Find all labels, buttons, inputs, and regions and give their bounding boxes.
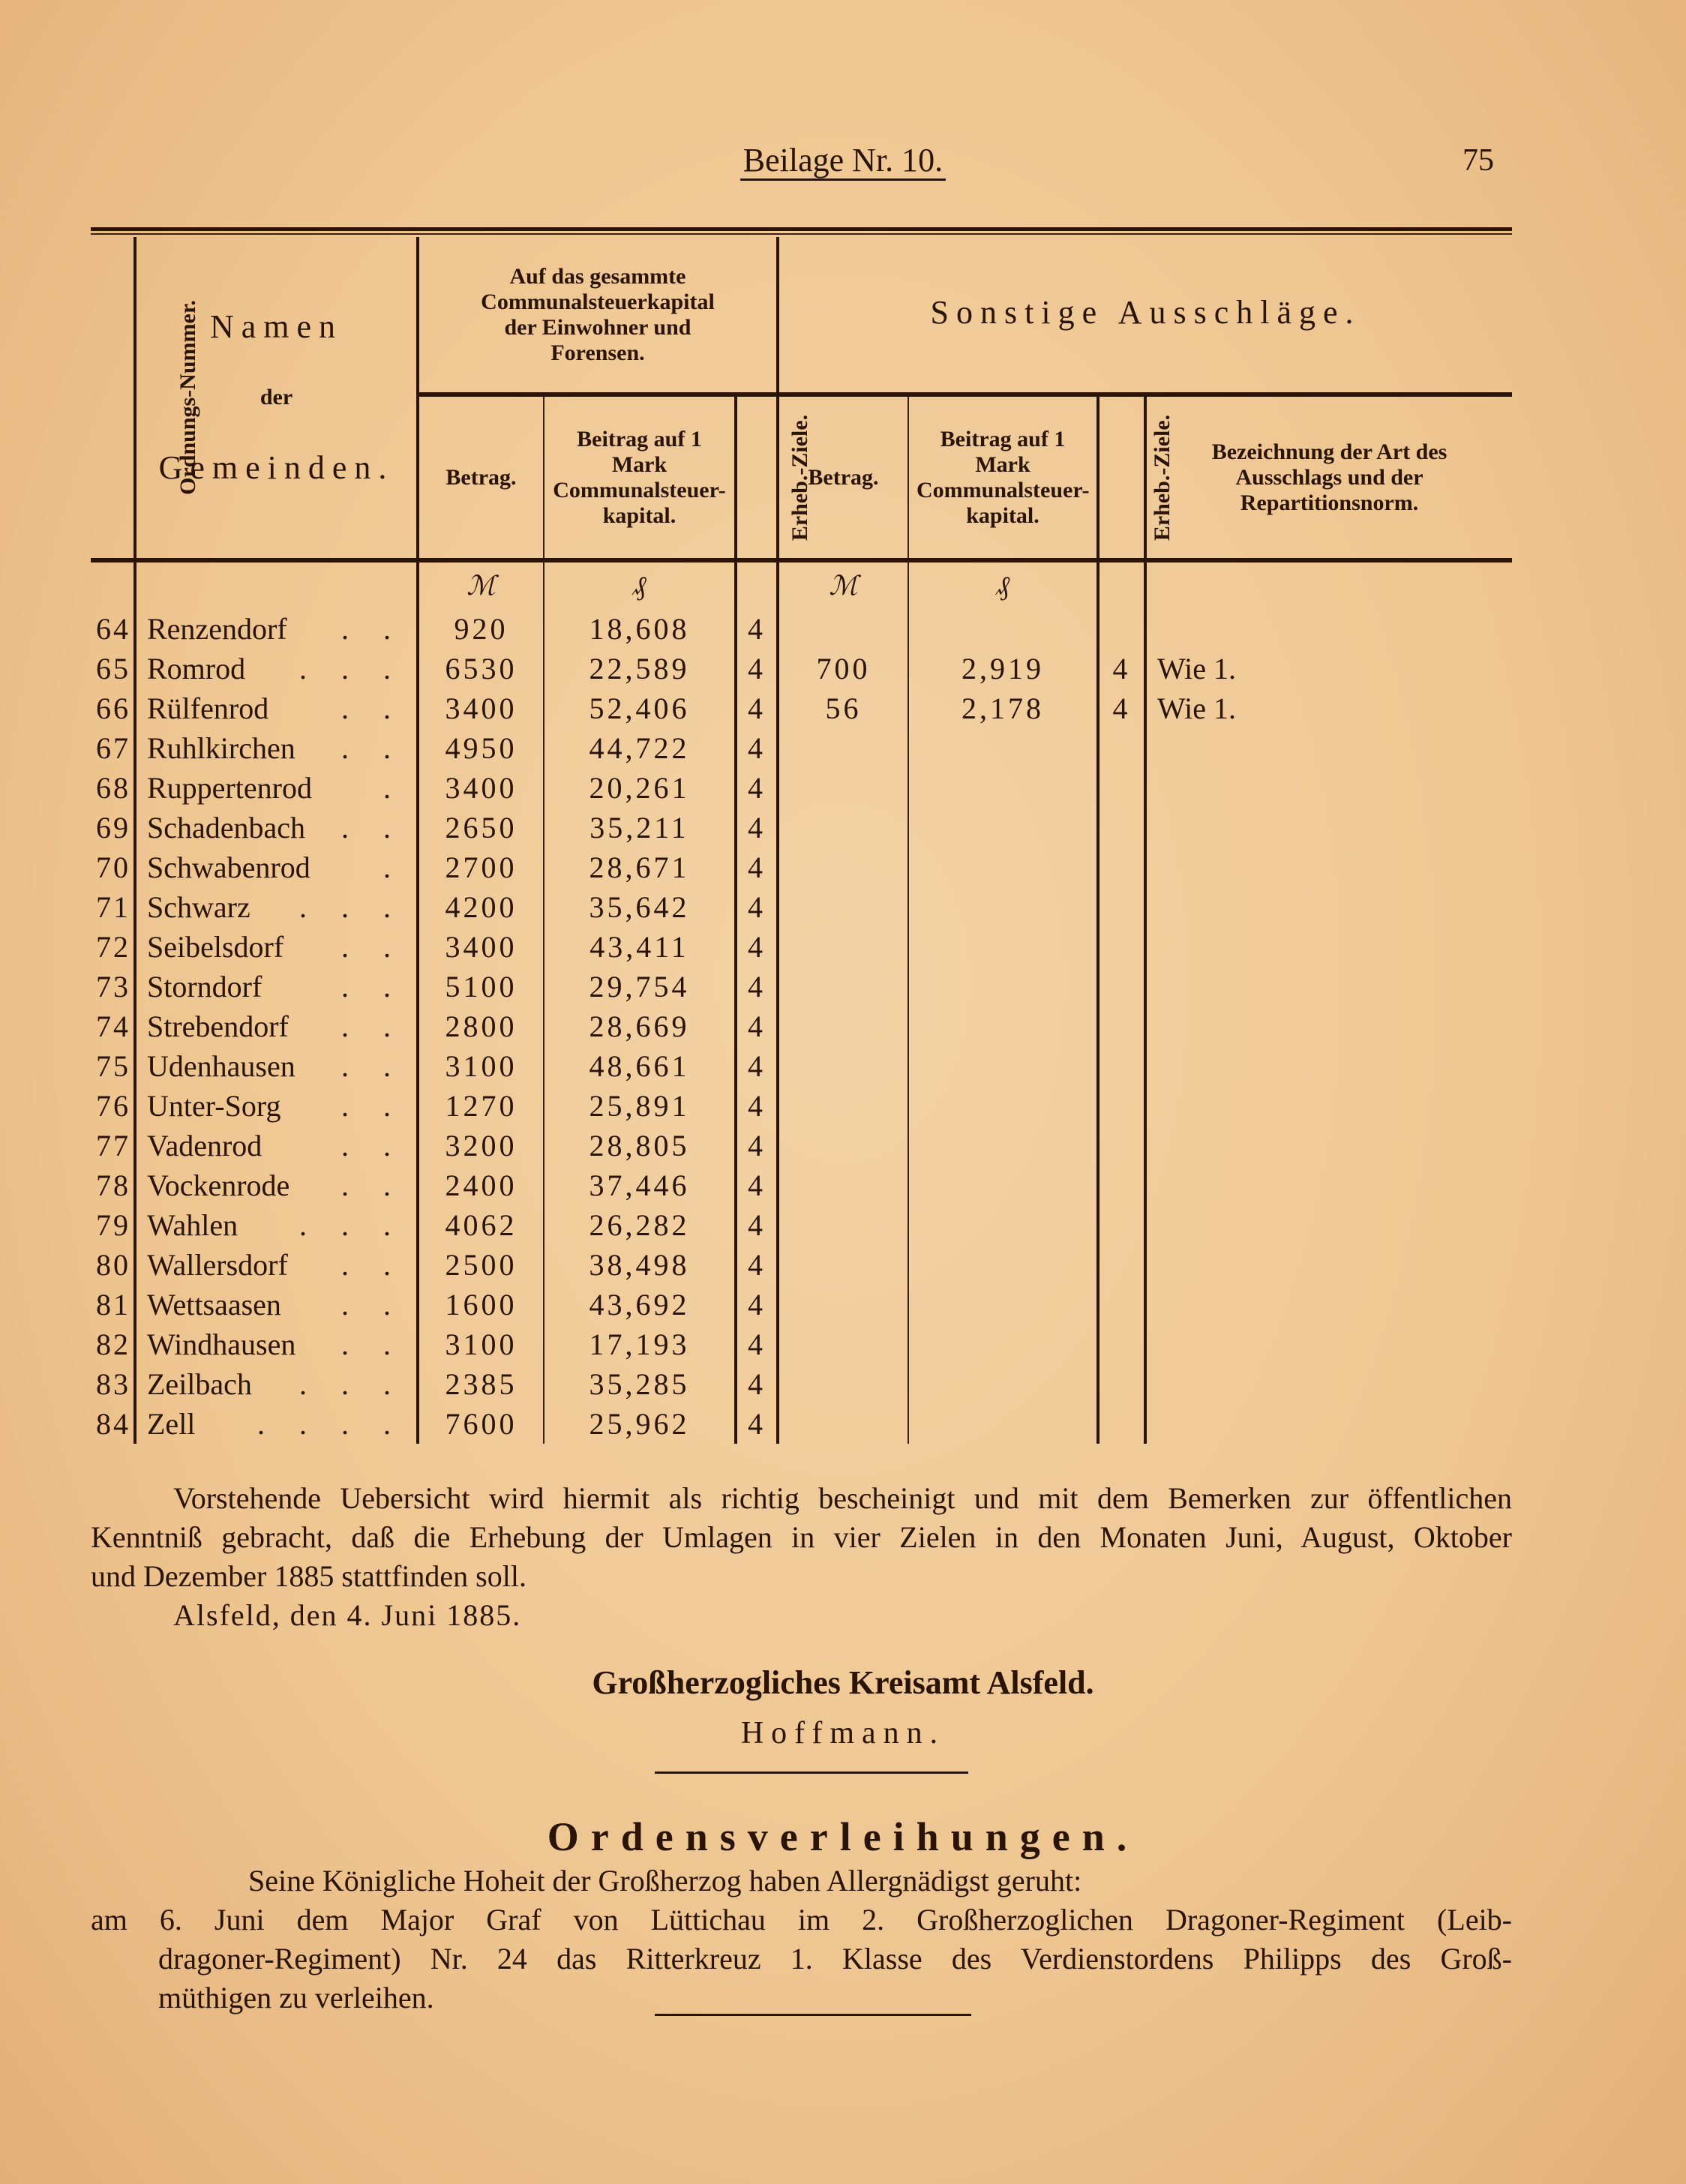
- cell-betrag: 4950: [418, 728, 544, 768]
- cell-s-beitrag: [908, 808, 1098, 848]
- cell-s-betrag: 56: [778, 688, 908, 728]
- table-row: [91, 1324, 1512, 1364]
- orders-paragraph: [91, 1862, 1512, 2018]
- cell-beitrag: 29,754: [544, 967, 736, 1006]
- cell-bez: [1145, 768, 1512, 808]
- cell-beitrag: 52,406: [544, 688, 736, 728]
- table-row: [91, 1205, 1512, 1245]
- running-head-title: Beilage Nr. 10.: [740, 142, 946, 181]
- cell-s-beitrag: [908, 1324, 1098, 1364]
- orders-title: Ordensverleihungen.: [547, 1814, 1139, 1859]
- header-beitrag-2: Beitrag auf 1 Mark Communalsteuer-kapital.: [908, 394, 1098, 560]
- cell-s-betrag: 700: [778, 649, 908, 688]
- cell-nr: 73: [91, 967, 135, 1006]
- municipality-name: Renzendorf: [147, 612, 287, 646]
- table-row: [91, 967, 1512, 1006]
- divider: [655, 2014, 971, 2016]
- orders-line: müthigen zu verleihen.: [158, 1981, 434, 2014]
- municipality-name: Udenhausen: [147, 1049, 296, 1083]
- cell-bez: [1145, 848, 1512, 887]
- cell-nr: 79: [91, 1205, 135, 1245]
- notice-paragraph: [91, 1479, 1512, 1635]
- cell-beitrag: 28,669: [544, 1006, 736, 1046]
- cell-ziele: 4: [736, 1166, 778, 1205]
- header-erheb: Erheb.-Ziele.: [736, 394, 778, 560]
- cell-ziele: 4: [736, 728, 778, 768]
- header-bezeichnung: Bezeichnung der Art des Ausschlags und der Repartitionsnorm.: [1145, 394, 1512, 560]
- cell-nr: 70: [91, 848, 135, 887]
- header-ordnum: Ordnungs-Nummer.: [91, 237, 135, 560]
- table-row: [91, 609, 1512, 649]
- cell-beitrag: 37,446: [544, 1166, 736, 1205]
- cell-bez: [1145, 887, 1512, 927]
- header-erheb-2: Erheb.-Ziele.: [1098, 394, 1145, 560]
- cell-s-ziele: [1098, 1046, 1145, 1086]
- cell-beitrag: 18,608: [544, 609, 736, 649]
- cell-name: [135, 1245, 418, 1285]
- cell-betrag: 7600: [418, 1404, 544, 1444]
- leader-dots: .: [383, 850, 404, 884]
- municipality-name: Wettsaasen: [147, 1288, 281, 1322]
- cell-s-betrag: [778, 1324, 908, 1364]
- cell-s-betrag: [778, 1245, 908, 1285]
- cell-beitrag: 17,193: [544, 1324, 736, 1364]
- municipality-name: Ruhlkirchen: [147, 731, 296, 765]
- cell-bez: [1145, 609, 1512, 649]
- cell-name: [135, 1006, 418, 1046]
- cell-name: [135, 887, 418, 927]
- cell-beitrag: 25,891: [544, 1086, 736, 1126]
- municipality-name: Wahlen: [147, 1208, 238, 1242]
- cell-ziele: 4: [736, 1364, 778, 1404]
- cell-s-ziele: [1098, 1006, 1145, 1046]
- cell-nr: 77: [91, 1126, 135, 1166]
- cell-s-ziele: [1098, 609, 1145, 649]
- cell-ziele: 4: [736, 1205, 778, 1245]
- cell-betrag: 2800: [418, 1006, 544, 1046]
- table-row: [91, 649, 1512, 688]
- cell-beitrag: 48,661: [544, 1046, 736, 1086]
- municipality-name: Romrod: [147, 652, 246, 686]
- cell-bez: [1145, 1324, 1512, 1364]
- cell-bez: [1145, 1404, 1512, 1444]
- leader-dots: . .: [341, 1089, 404, 1123]
- cell-s-betrag: [778, 808, 908, 848]
- cell-bez: [1145, 1086, 1512, 1126]
- cell-ziele: 4: [736, 1404, 778, 1444]
- cell-nr: 75: [91, 1046, 135, 1086]
- cell-ziele: 4: [736, 688, 778, 728]
- cell-betrag: 3100: [418, 1046, 544, 1086]
- cell-s-beitrag: 2,919: [908, 649, 1098, 688]
- cell-s-betrag: [778, 887, 908, 927]
- cell-beitrag: 38,498: [544, 1245, 736, 1285]
- leader-dots: . . .: [299, 652, 404, 686]
- table-row: [91, 768, 1512, 808]
- signature: Hoffmann.: [740, 1716, 946, 1750]
- cell-bez: [1145, 1205, 1512, 1245]
- cell-betrag: 5100: [418, 967, 544, 1006]
- cell-s-ziele: [1098, 1324, 1145, 1364]
- cell-name: [135, 1324, 418, 1364]
- cell-s-betrag: [778, 1126, 908, 1166]
- cell-bez: [1145, 1245, 1512, 1285]
- cell-ziele: 4: [736, 649, 778, 688]
- cell-s-betrag: [778, 1404, 908, 1444]
- divider: [655, 1772, 968, 1774]
- table-row: [91, 848, 1512, 887]
- unit-mark-2: ℳ: [778, 560, 908, 609]
- leader-dots: . .: [341, 1010, 404, 1043]
- cell-betrag: 2500: [418, 1245, 544, 1285]
- cell-betrag: 1600: [418, 1285, 544, 1324]
- cell-ziele: 4: [736, 887, 778, 927]
- cell-s-ziele: [1098, 1166, 1145, 1205]
- cell-betrag: 3400: [418, 927, 544, 967]
- cell-betrag: 3400: [418, 688, 544, 728]
- cell-name: [135, 967, 418, 1006]
- cell-s-beitrag: [908, 768, 1098, 808]
- cell-ziele: 4: [736, 967, 778, 1006]
- leader-dots: . . .: [299, 1208, 404, 1242]
- cell-s-betrag: [778, 1285, 908, 1324]
- cell-name: [135, 768, 418, 808]
- municipality-name: Windhausen: [147, 1328, 296, 1361]
- cell-nr: 64: [91, 609, 135, 649]
- cell-beitrag: 35,211: [544, 808, 736, 848]
- cell-s-beitrag: 2,178: [908, 688, 1098, 728]
- table-row: [91, 1245, 1512, 1285]
- cell-nr: 71: [91, 887, 135, 927]
- cell-s-betrag: [778, 1086, 908, 1126]
- leader-dots: . . . .: [257, 1407, 404, 1441]
- table-row: [91, 1166, 1512, 1205]
- cell-name: [135, 1166, 418, 1205]
- leader-dots: . .: [341, 1129, 404, 1162]
- cell-name: [135, 848, 418, 887]
- municipality-name: Zeilbach: [147, 1367, 252, 1401]
- header-betrag: Betrag.: [418, 394, 544, 560]
- cell-name: [135, 927, 418, 967]
- cell-name: [135, 1126, 418, 1166]
- cell-name: [135, 728, 418, 768]
- cell-s-betrag: [778, 1006, 908, 1046]
- cell-s-betrag: [778, 1364, 908, 1404]
- cell-bez: [1145, 808, 1512, 848]
- cell-beitrag: 28,671: [544, 848, 736, 887]
- municipality-name: Wallersdorf: [147, 1248, 288, 1282]
- cell-nr: 82: [91, 1324, 135, 1364]
- leader-dots: . . .: [299, 890, 404, 924]
- municipality-name: Unter-Sorg: [147, 1089, 281, 1123]
- cell-s-beitrag: [908, 1086, 1098, 1126]
- page-number: 75: [1462, 143, 1494, 178]
- cell-s-ziele: [1098, 1126, 1145, 1166]
- cell-betrag: 2700: [418, 848, 544, 887]
- cell-ziele: 4: [736, 808, 778, 848]
- header-betrag-2: Betrag.: [778, 394, 908, 560]
- table-row: [91, 927, 1512, 967]
- cell-s-beitrag: [908, 1364, 1098, 1404]
- cell-s-beitrag: [908, 1006, 1098, 1046]
- cell-name: [135, 808, 418, 848]
- cell-s-betrag: [778, 927, 908, 967]
- orders-intro: Seine Königliche Hoheit der Großherzog haben Allergnädigst geruht:: [248, 1864, 1082, 1898]
- header-group-communal: Auf das gesammte Communalsteuerkapital der Einwohner und Forensen.: [418, 237, 778, 394]
- cell-s-betrag: [778, 728, 908, 768]
- cell-s-betrag: [778, 1046, 908, 1086]
- cell-bez: [1145, 927, 1512, 967]
- cell-s-beitrag: [908, 1205, 1098, 1245]
- top-rule-thin: [91, 233, 1512, 235]
- header-beitrag: Beitrag auf 1 Mark Communalsteuer-kapital.: [544, 394, 736, 560]
- cell-s-ziele: [1098, 728, 1145, 768]
- municipality-name: Vockenrode: [147, 1168, 290, 1202]
- leader-dots: .: [383, 771, 404, 805]
- running-head: [0, 141, 1686, 179]
- cell-beitrag: 22,589: [544, 649, 736, 688]
- leader-dots: . .: [341, 1328, 404, 1361]
- table-row: [91, 1404, 1512, 1444]
- leader-dots: . .: [341, 692, 404, 725]
- cell-s-ziele: [1098, 1086, 1145, 1126]
- cell-bez: [1145, 1126, 1512, 1166]
- municipality-name: Schadenbach: [147, 811, 306, 844]
- leader-dots: . .: [341, 1168, 404, 1202]
- cell-bez: [1145, 1285, 1512, 1324]
- notice-line: Kenntniß gebracht, daß die Erhebung der Umlagen in vier Zielen in den Monaten Juni, August, Oktober: [91, 1520, 1512, 1554]
- cell-name: [135, 609, 418, 649]
- table-row: [91, 1364, 1512, 1404]
- cell-ziele: 4: [736, 927, 778, 967]
- cell-s-beitrag: [908, 728, 1098, 768]
- authority: Großherzogliches Kreisamt Alsfeld.: [592, 1664, 1094, 1701]
- table-row: [91, 887, 1512, 927]
- leader-dots: . . .: [299, 1367, 404, 1401]
- cell-beitrag: 43,692: [544, 1285, 736, 1324]
- cell-s-betrag: [778, 768, 908, 808]
- cell-s-ziele: 4: [1098, 649, 1145, 688]
- cell-s-beitrag: [908, 609, 1098, 649]
- cell-betrag: 6530: [418, 649, 544, 688]
- cell-nr: 65: [91, 649, 135, 688]
- cell-betrag: 3400: [418, 768, 544, 808]
- cell-beitrag: 28,805: [544, 1126, 736, 1166]
- cell-s-beitrag: [908, 1046, 1098, 1086]
- cell-name: [135, 649, 418, 688]
- cell-nr: 80: [91, 1245, 135, 1285]
- table-row: [91, 1046, 1512, 1086]
- cell-name: [135, 1364, 418, 1404]
- cell-beitrag: 35,285: [544, 1364, 736, 1404]
- cell-bez: [1145, 1364, 1512, 1404]
- cell-s-betrag: [778, 609, 908, 649]
- cell-s-betrag: [778, 1166, 908, 1205]
- cell-beitrag: 44,722: [544, 728, 736, 768]
- cell-betrag: 2385: [418, 1364, 544, 1404]
- cell-nr: 83: [91, 1364, 135, 1404]
- cell-s-ziele: 4: [1098, 688, 1145, 728]
- cell-nr: 67: [91, 728, 135, 768]
- cell-s-beitrag: [908, 1245, 1098, 1285]
- orders-line: dragoner-Regiment) Nr. 24 das Ritterkreuz 1. Klasse des Verdienstordens Philipps des Groß-: [158, 1942, 1512, 1976]
- cell-s-ziele: [1098, 1285, 1145, 1324]
- notice-line: Vorstehende Uebersicht wird hiermit als richtig bescheinigt und mit dem Bemerken zur öffentlichen: [173, 1481, 1512, 1515]
- cell-s-betrag: [778, 848, 908, 887]
- municipality-name: Rülfenrod: [147, 692, 269, 725]
- cell-s-beitrag: [908, 1126, 1098, 1166]
- cell-nr: 81: [91, 1285, 135, 1324]
- cell-s-ziele: [1098, 927, 1145, 967]
- cell-s-ziele: [1098, 768, 1145, 808]
- cell-betrag: 3100: [418, 1324, 544, 1364]
- municipality-name: Ruppertenrod: [147, 771, 312, 805]
- cell-ziele: 4: [736, 609, 778, 649]
- cell-s-beitrag: [908, 1166, 1098, 1205]
- municipality-name: Strebendorf: [147, 1010, 289, 1043]
- notice-line: und Dezember 1885 stattfinden soll.: [91, 1559, 526, 1593]
- cell-bez: Wie 1.: [1157, 652, 1237, 686]
- cell-betrag: 2400: [418, 1166, 544, 1205]
- cell-s-ziele: [1098, 887, 1145, 927]
- municipality-name: Vadenrod: [147, 1129, 262, 1162]
- table-row: [91, 728, 1512, 768]
- tax-table: [91, 237, 1512, 1444]
- cell-s-beitrag: [908, 1404, 1098, 1444]
- cell-s-ziele: [1098, 1245, 1145, 1285]
- municipality-name: Storndorf: [147, 970, 262, 1004]
- cell-betrag: 2650: [418, 808, 544, 848]
- cell-name: [135, 1205, 418, 1245]
- leader-dots: . .: [341, 970, 404, 1004]
- cell-s-ziele: [1098, 808, 1145, 848]
- cell-name: [135, 1046, 418, 1086]
- table-row: [91, 1006, 1512, 1046]
- unit-mark: ℳ: [418, 560, 544, 609]
- top-rule: [91, 227, 1512, 231]
- cell-s-betrag: [778, 967, 908, 1006]
- cell-s-betrag: [778, 1205, 908, 1245]
- cell-betrag: 3200: [418, 1126, 544, 1166]
- header-group-sonstige: Sonstige Ausschläge.: [778, 237, 1512, 394]
- cell-betrag: 4200: [418, 887, 544, 927]
- cell-ziele: 4: [736, 1086, 778, 1126]
- leader-dots: . .: [341, 731, 404, 765]
- cell-beitrag: 25,962: [544, 1404, 736, 1444]
- cell-nr: 69: [91, 808, 135, 848]
- municipality-name: Schwarz: [147, 890, 250, 924]
- cell-ziele: 4: [736, 768, 778, 808]
- table-row: [91, 1126, 1512, 1166]
- cell-s-ziele: [1098, 1404, 1145, 1444]
- cell-name: [135, 688, 418, 728]
- cell-name: [135, 1404, 418, 1444]
- cell-ziele: 4: [736, 1285, 778, 1324]
- cell-nr: 78: [91, 1166, 135, 1205]
- leader-dots: . .: [341, 1049, 404, 1083]
- unit-pf-2: ₰: [908, 560, 1098, 609]
- cell-s-beitrag: [908, 1285, 1098, 1324]
- cell-betrag: 920: [418, 609, 544, 649]
- cell-s-ziele: [1098, 848, 1145, 887]
- table-row: [91, 1285, 1512, 1324]
- table-row: [91, 1086, 1512, 1126]
- leader-dots: . .: [341, 1248, 404, 1282]
- leader-dots: . .: [341, 811, 404, 844]
- cell-bez: [1145, 1006, 1512, 1046]
- table-row: [91, 808, 1512, 848]
- municipality-name: Seibelsdorf: [147, 930, 284, 964]
- cell-ziele: 4: [736, 1126, 778, 1166]
- cell-nr: 76: [91, 1086, 135, 1126]
- leader-dots: . .: [341, 612, 404, 646]
- cell-s-beitrag: [908, 927, 1098, 967]
- cell-ziele: 4: [736, 1046, 778, 1086]
- cell-ziele: 4: [736, 1245, 778, 1285]
- cell-s-beitrag: [908, 848, 1098, 887]
- unit-pf: ₰: [544, 560, 736, 609]
- cell-s-ziele: [1098, 967, 1145, 1006]
- cell-bez: [1145, 1166, 1512, 1205]
- cell-nr: 66: [91, 688, 135, 728]
- table-row: [91, 688, 1512, 728]
- cell-s-beitrag: [908, 887, 1098, 927]
- cell-bez: [1145, 1046, 1512, 1086]
- cell-nr: 68: [91, 768, 135, 808]
- cell-beitrag: 43,411: [544, 927, 736, 967]
- cell-s-beitrag: [908, 967, 1098, 1006]
- cell-ziele: 4: [736, 1006, 778, 1046]
- leader-dots: . .: [341, 930, 404, 964]
- cell-nr: 72: [91, 927, 135, 967]
- place-date: Alsfeld, den 4. Juni 1885.: [173, 1598, 522, 1632]
- cell-bez: [1145, 967, 1512, 1006]
- cell-ziele: 4: [736, 848, 778, 887]
- cell-beitrag: 35,642: [544, 887, 736, 927]
- cell-bez: [1145, 728, 1512, 768]
- cell-beitrag: 26,282: [544, 1205, 736, 1245]
- cell-nr: 84: [91, 1404, 135, 1444]
- cell-name: [135, 1086, 418, 1126]
- cell-s-ziele: [1098, 1205, 1145, 1245]
- municipality-name: Schwabenrod: [147, 850, 310, 884]
- header-names: Namen der Gemeinden.: [135, 237, 418, 560]
- cell-betrag: 1270: [418, 1086, 544, 1126]
- cell-betrag: 4062: [418, 1205, 544, 1245]
- leader-dots: . .: [341, 1288, 404, 1322]
- cell-name: [135, 1285, 418, 1324]
- cell-beitrag: 20,261: [544, 768, 736, 808]
- orders-line: am 6. Juni dem Major Graf von Lüttichau im 2. Großherzoglichen Dragoner-Regiment (Leib-: [91, 1903, 1512, 1936]
- cell-s-ziele: [1098, 1364, 1145, 1404]
- cell-bez: Wie 1.: [1157, 692, 1237, 725]
- municipality-name: Zell: [147, 1407, 196, 1441]
- cell-ziele: 4: [736, 1324, 778, 1364]
- units-row: [91, 560, 1512, 609]
- cell-nr: 74: [91, 1006, 135, 1046]
